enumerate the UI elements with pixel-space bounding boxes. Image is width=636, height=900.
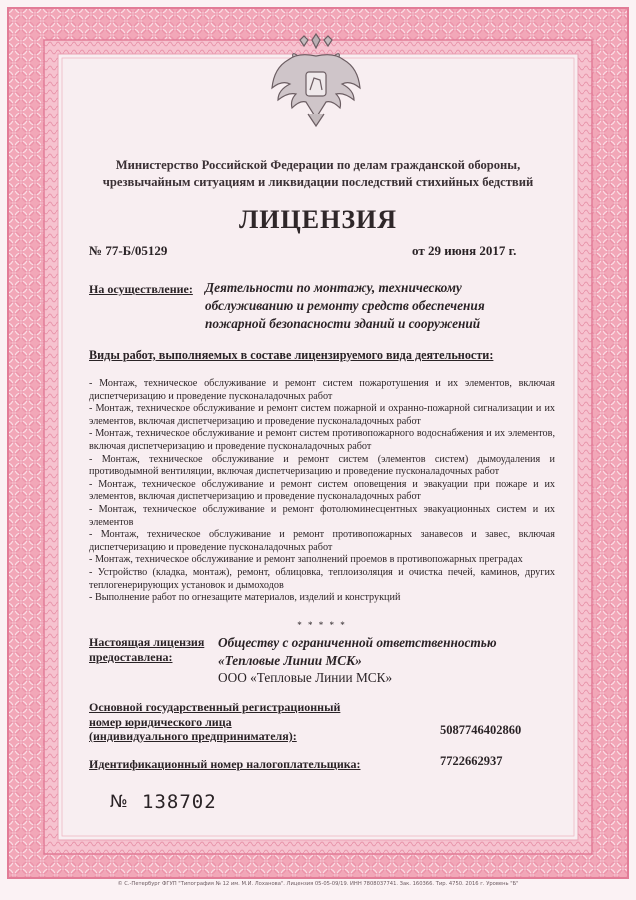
serial-number: 138702 bbox=[142, 791, 217, 813]
granted-label-line-1: Настоящая лицензия bbox=[89, 635, 205, 649]
granted-label bbox=[89, 635, 204, 665]
works-header: Виды работ, выполняемых в составе лицензируемого вида деятельности: bbox=[89, 348, 494, 362]
work-item: - Монтаж, техническое обслуживание и ремонт систем пожарной и охранно-пожарной сигнализации и их элементов, включая диспетчеризацию и проведение пусконаладочных работ bbox=[89, 403, 555, 427]
ogrn-label bbox=[89, 700, 340, 744]
work-item: - Монтаж, техническое обслуживание и ремонт фотолюминесцентных эвакуационных систем и их элементов bbox=[89, 503, 555, 528]
ministry-line-1: Министерство Российской Федерации по делам гражданской обороны, bbox=[115, 158, 521, 172]
licensee-name-line-1: Обществу с ограниченной ответственностью bbox=[218, 635, 497, 650]
licensee-short-name: ООО «Тепловые Линии МСК» bbox=[218, 670, 393, 685]
work-item: - Выполнение работ по огнезащите материалов, изделий и конструкций bbox=[89, 592, 401, 604]
activity-line-2: обслуживанию и ремонту средств обеспечения bbox=[205, 298, 485, 313]
works-list bbox=[89, 378, 555, 605]
license-number: № 77-Б/05129 bbox=[89, 243, 168, 258]
granted-label-line-2: предоставлена: bbox=[89, 650, 173, 664]
ogrn-label-line-3: (индивидуального предпринимателя): bbox=[89, 729, 297, 743]
work-item: - Устройство (кладка, монтаж), ремонт, облицовка, теплоизоляция и очистка печей, каминов, других теплогенерирующих установок и дымоходов bbox=[89, 566, 555, 591]
ogrn-label-line-1: Основной государственный регистрационный bbox=[89, 700, 341, 714]
ministry-name bbox=[90, 157, 546, 191]
activity-line-3: пожарной безопасности зданий и сооружений bbox=[205, 316, 481, 331]
ogrn-value: 5087746402860 bbox=[440, 723, 522, 737]
double-headed-eagle-icon bbox=[268, 30, 364, 130]
licensee-name-line-2: «Тепловые Линии МСК» bbox=[218, 653, 362, 668]
document-title: ЛИЦЕНЗИЯ bbox=[238, 205, 398, 234]
ministry-line-2: чрезвычайным ситуациям и ликвидации последствий стихийных бедствий bbox=[102, 175, 534, 189]
inn-label: Идентификационный номер налогоплательщика: bbox=[89, 757, 361, 771]
ogrn-label-line-2: номер юридического лица bbox=[89, 714, 232, 729]
work-item: - Монтаж, техническое обслуживание и ремонт систем пожаротушения и их элементов, включая диспетчеризацию и проведение пусконаладочных работ bbox=[89, 378, 555, 402]
work-item: - Монтаж, техническое обслуживание и ремонт противопожарных занавесов и завес, включая диспетчеризацию и проведение пусконаладочных работ bbox=[89, 529, 555, 553]
licensee-name bbox=[218, 634, 558, 670]
separator-stars: * * * * * bbox=[297, 620, 347, 630]
activity-description bbox=[205, 279, 555, 333]
printer-imprint: © С.-Петербург ФГУП "Типография № 12 им. М.И. Лоханова". Лицензия 05-05-09/19. ИНН 7808037741. Зак. 160366. Тир. 4750. 2016 г. Уровень "Б" bbox=[117, 881, 519, 887]
activity-label: На осуществление: bbox=[89, 282, 193, 296]
license-date: от 29 июня 2017 г. bbox=[412, 243, 517, 258]
work-item: - Монтаж, техническое обслуживание и ремонт заполнений проемов в противопожарных преградах bbox=[89, 554, 523, 566]
work-item: - Монтаж, техническое обслуживание и ремонт систем оповещения и эвакуации при пожаре и их элементов, включая диспетчеризацию и проведение пусконаладочных работ bbox=[89, 478, 555, 503]
serial-number-sign: № bbox=[110, 792, 128, 812]
activity-line-1: Деятельности по монтажу, техническому bbox=[205, 280, 462, 295]
inn-value: 7722662937 bbox=[440, 754, 503, 768]
work-item: - Монтаж, техническое обслуживание и ремонт систем противопожарного водоснабжения и их элементов, включая диспетчеризацию и проведение пусконаладочных работ bbox=[89, 428, 555, 452]
work-item: - Монтаж, техническое обслуживание и ремонт систем (элементов систем) дымоудаления и противодымной вентиляции, включая диспетчеризацию и проведение пусконаладочных работ bbox=[89, 453, 555, 478]
